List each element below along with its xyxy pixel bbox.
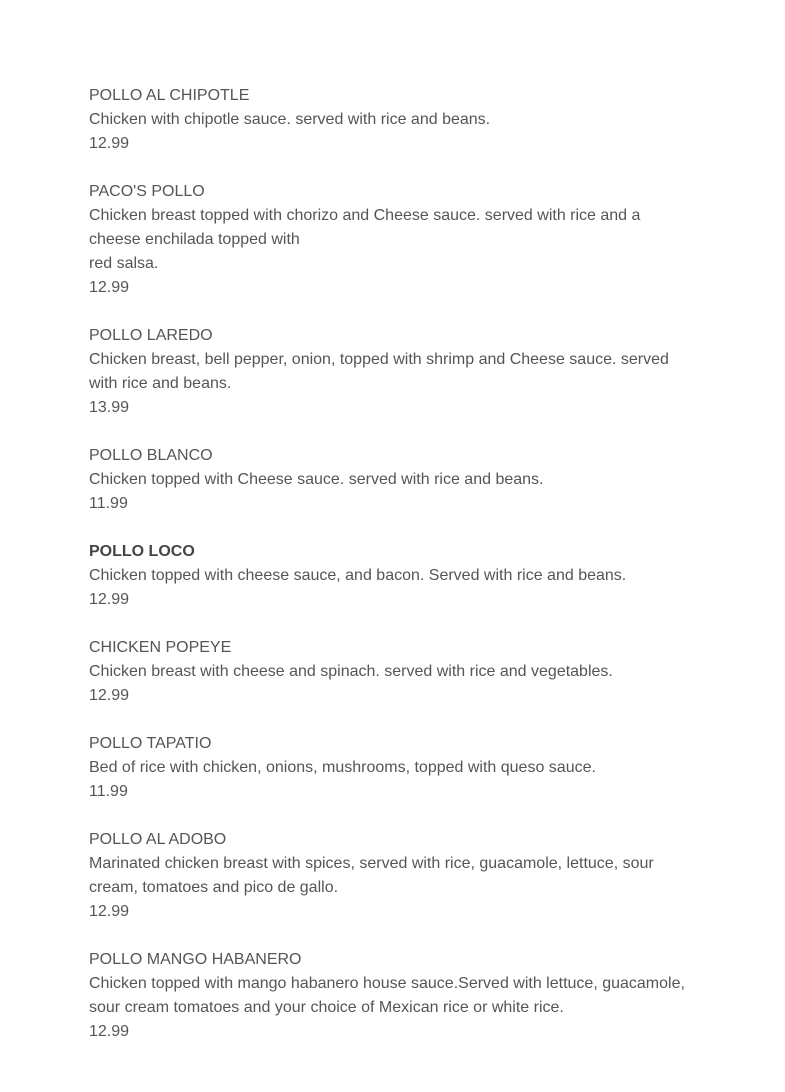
menu-item-name: POLLO LOCO xyxy=(89,543,195,560)
menu-item-name: POLLO MANGO HABANERO xyxy=(89,951,302,968)
menu-item xyxy=(89,540,694,612)
menu-item-price: 12.99 xyxy=(89,279,130,296)
menu-item-name: PACO'S POLLO xyxy=(89,183,205,200)
menu-item-price: 12.99 xyxy=(89,591,130,608)
menu-item-price: 11.99 xyxy=(89,783,128,800)
menu-item xyxy=(89,732,694,804)
menu-item-name: POLLO AL CHIPOTLE xyxy=(89,87,250,104)
menu-item-name: POLLO AL ADOBO xyxy=(89,831,227,848)
menu-item-price: 12.99 xyxy=(89,135,130,152)
menu-item-price: 13.99 xyxy=(89,399,130,416)
menu-item-description: Chicken breast, bell pepper, onion, topped with shrimp and Cheese sauce. served with rice and beans. xyxy=(89,351,669,392)
menu-item xyxy=(89,948,694,1044)
menu-item-description: Chicken breast topped with chorizo and Cheese sauce. served with rice and a cheese enchilada topped with xyxy=(89,207,641,248)
menu-item-description: Marinated chicken breast with spices, served with rice, guacamole, lettuce, sour cream, tomatoes and pico de gallo. xyxy=(89,855,654,896)
menu-item-description: Bed of rice with chicken, onions, mushrooms, topped with queso sauce. xyxy=(89,759,596,776)
menu-item-description: Chicken breast with cheese and spinach. served with rice and vegetables. xyxy=(89,663,613,680)
menu-item-price: 12.99 xyxy=(89,687,130,704)
menu-item xyxy=(89,324,694,420)
menu-list xyxy=(89,84,694,1068)
menu-item-name: CHICKEN POPEYE xyxy=(89,639,232,656)
menu-item xyxy=(89,828,694,924)
menu-item-price: 12.99 xyxy=(89,1023,130,1040)
menu-item-name: POLLO TAPATIO xyxy=(89,735,212,752)
menu-item-price: 11.99 xyxy=(89,495,128,512)
menu-item xyxy=(89,444,694,516)
menu-item xyxy=(89,636,694,708)
menu-item xyxy=(89,84,694,156)
menu-item-name: POLLO LAREDO xyxy=(89,327,213,344)
menu-item-description: Chicken topped with Cheese sauce. served with rice and beans. xyxy=(89,471,544,488)
menu-item-description: red salsa. xyxy=(89,255,159,272)
menu-item-name: POLLO BLANCO xyxy=(89,447,213,464)
menu-item xyxy=(89,180,694,300)
menu-item-price: 12.99 xyxy=(89,903,130,920)
menu-item-description: Chicken topped with cheese sauce, and bacon. Served with rice and beans. xyxy=(89,567,627,584)
menu-item-description: Chicken with chipotle sauce. served with rice and beans. xyxy=(89,111,491,128)
menu-item-description: Chicken topped with mango habanero house sauce.Served with lettuce, guacamole, sour cream tomatoes and your choice of Mexican rice or white rice. xyxy=(89,975,685,1016)
